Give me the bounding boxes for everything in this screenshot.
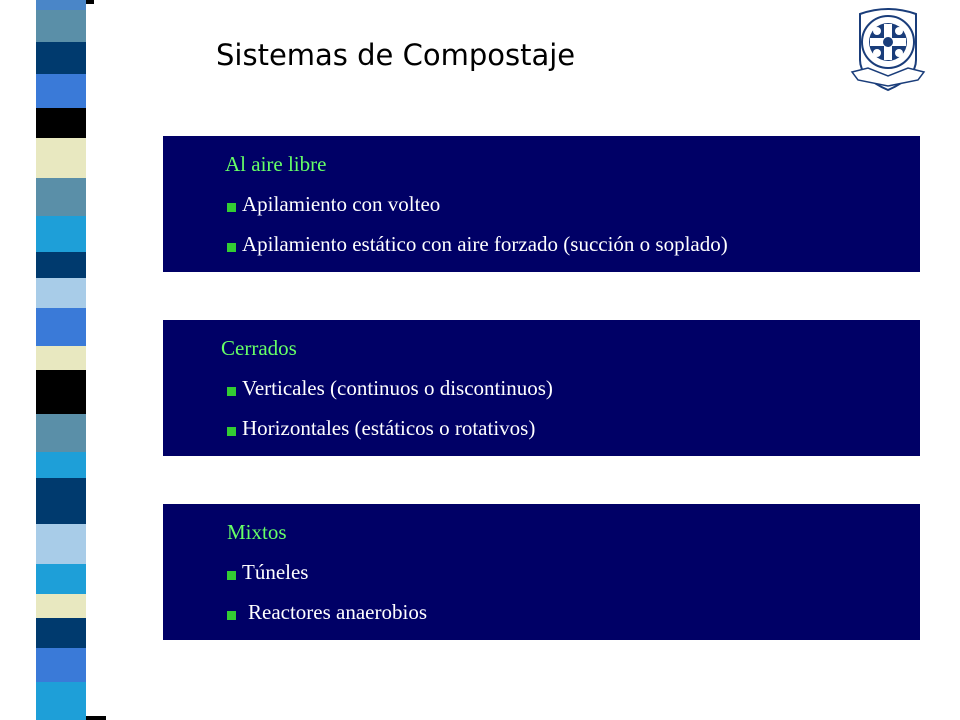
square-bullet-icon bbox=[227, 571, 236, 580]
list-item: Verticales (continuos o discontinuos) bbox=[227, 376, 553, 401]
decorative-stripe bbox=[0, 0, 106, 720]
section-heading: Cerrados bbox=[221, 336, 297, 360]
list-item: Horizontales (estáticos o rotativos) bbox=[227, 416, 535, 441]
square-bullet-icon bbox=[227, 611, 236, 620]
list-item: Reactores anaerobios bbox=[227, 600, 427, 625]
university-seal-icon bbox=[846, 2, 930, 94]
square-bullet-icon bbox=[227, 387, 236, 396]
square-bullet-icon bbox=[227, 427, 236, 436]
section-box-al-aire-libre bbox=[163, 136, 920, 272]
list-item: Túneles bbox=[227, 560, 308, 585]
list-item: Apilamiento estático con aire forzado (succión o soplado) bbox=[227, 232, 728, 257]
slide-title: Sistemas de Compostaje bbox=[216, 38, 576, 72]
list-item: Apilamiento con volteo bbox=[227, 192, 440, 217]
square-bullet-icon bbox=[227, 243, 236, 252]
section-box-mixtos bbox=[163, 504, 920, 640]
square-bullet-icon bbox=[227, 203, 236, 212]
section-heading: Al aire libre bbox=[225, 152, 327, 176]
section-box-cerrados bbox=[163, 320, 920, 456]
section-heading: Mixtos bbox=[227, 520, 287, 544]
